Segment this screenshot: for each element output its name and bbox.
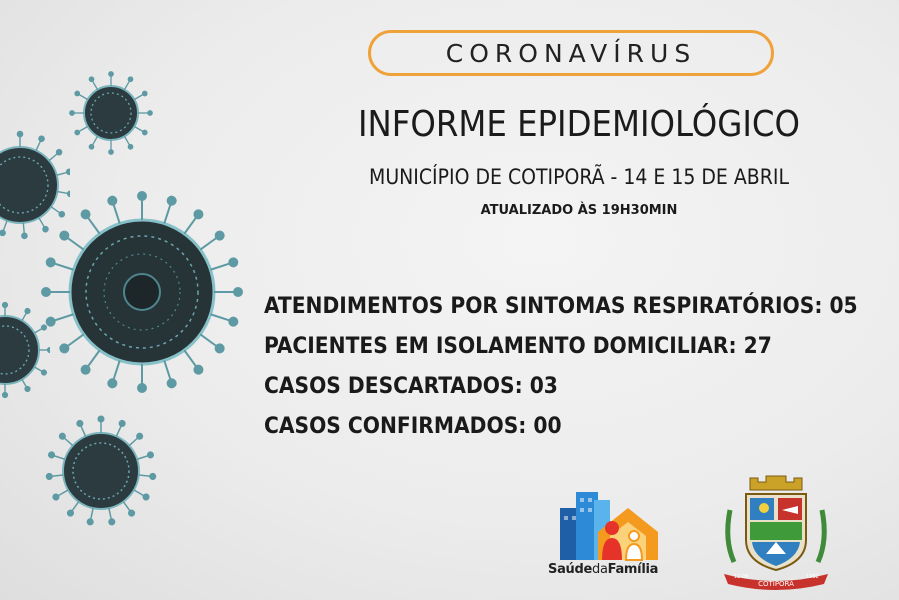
report-title: INFORME EPIDEMIOLÓGICO [357, 104, 800, 145]
da-word: da [592, 562, 608, 577]
crest-banner-text: COTIPORÃ [758, 580, 794, 588]
saude-word: Saúde [548, 562, 593, 577]
cotipora-coat-of-arms [720, 470, 832, 592]
report-subtitle: MUNICÍPIO DE COTIPORÃ - 14 E 15 DE ABRIL [369, 165, 789, 189]
familia-word: Família [607, 562, 659, 577]
crest-year-left: 12-06 [734, 574, 749, 580]
updated-time: ATUALIZADO ÀS 19H30MIN [480, 203, 678, 218]
coronavirus-tag [368, 30, 774, 76]
virus-illustration-top [68, 70, 154, 156]
stat-respiratory-visits: ATENDIMENTOS POR SINTOMAS RESPIRATÓRIOS: 05 [264, 293, 858, 319]
saude-da-familia-wordmark [548, 562, 658, 577]
stat-confirmed-cases: CASOS CONFIRMADOS: 00 [264, 413, 562, 439]
stats-list [264, 286, 858, 446]
stat-home-isolation: PACIENTES EM ISOLAMENTO DOMICILIAR: 27 [264, 333, 772, 359]
stat-discarded-cases: CASOS DESCARTADOS: 03 [264, 373, 558, 399]
virus-illustration-large [36, 186, 248, 398]
coronavirus-tag-label: CORONAVÍRUS [445, 38, 697, 68]
crest-year-right: 1982 [806, 574, 819, 580]
virus-illustration-left-mid [0, 300, 50, 400]
virus-illustration-bottom [44, 414, 158, 528]
